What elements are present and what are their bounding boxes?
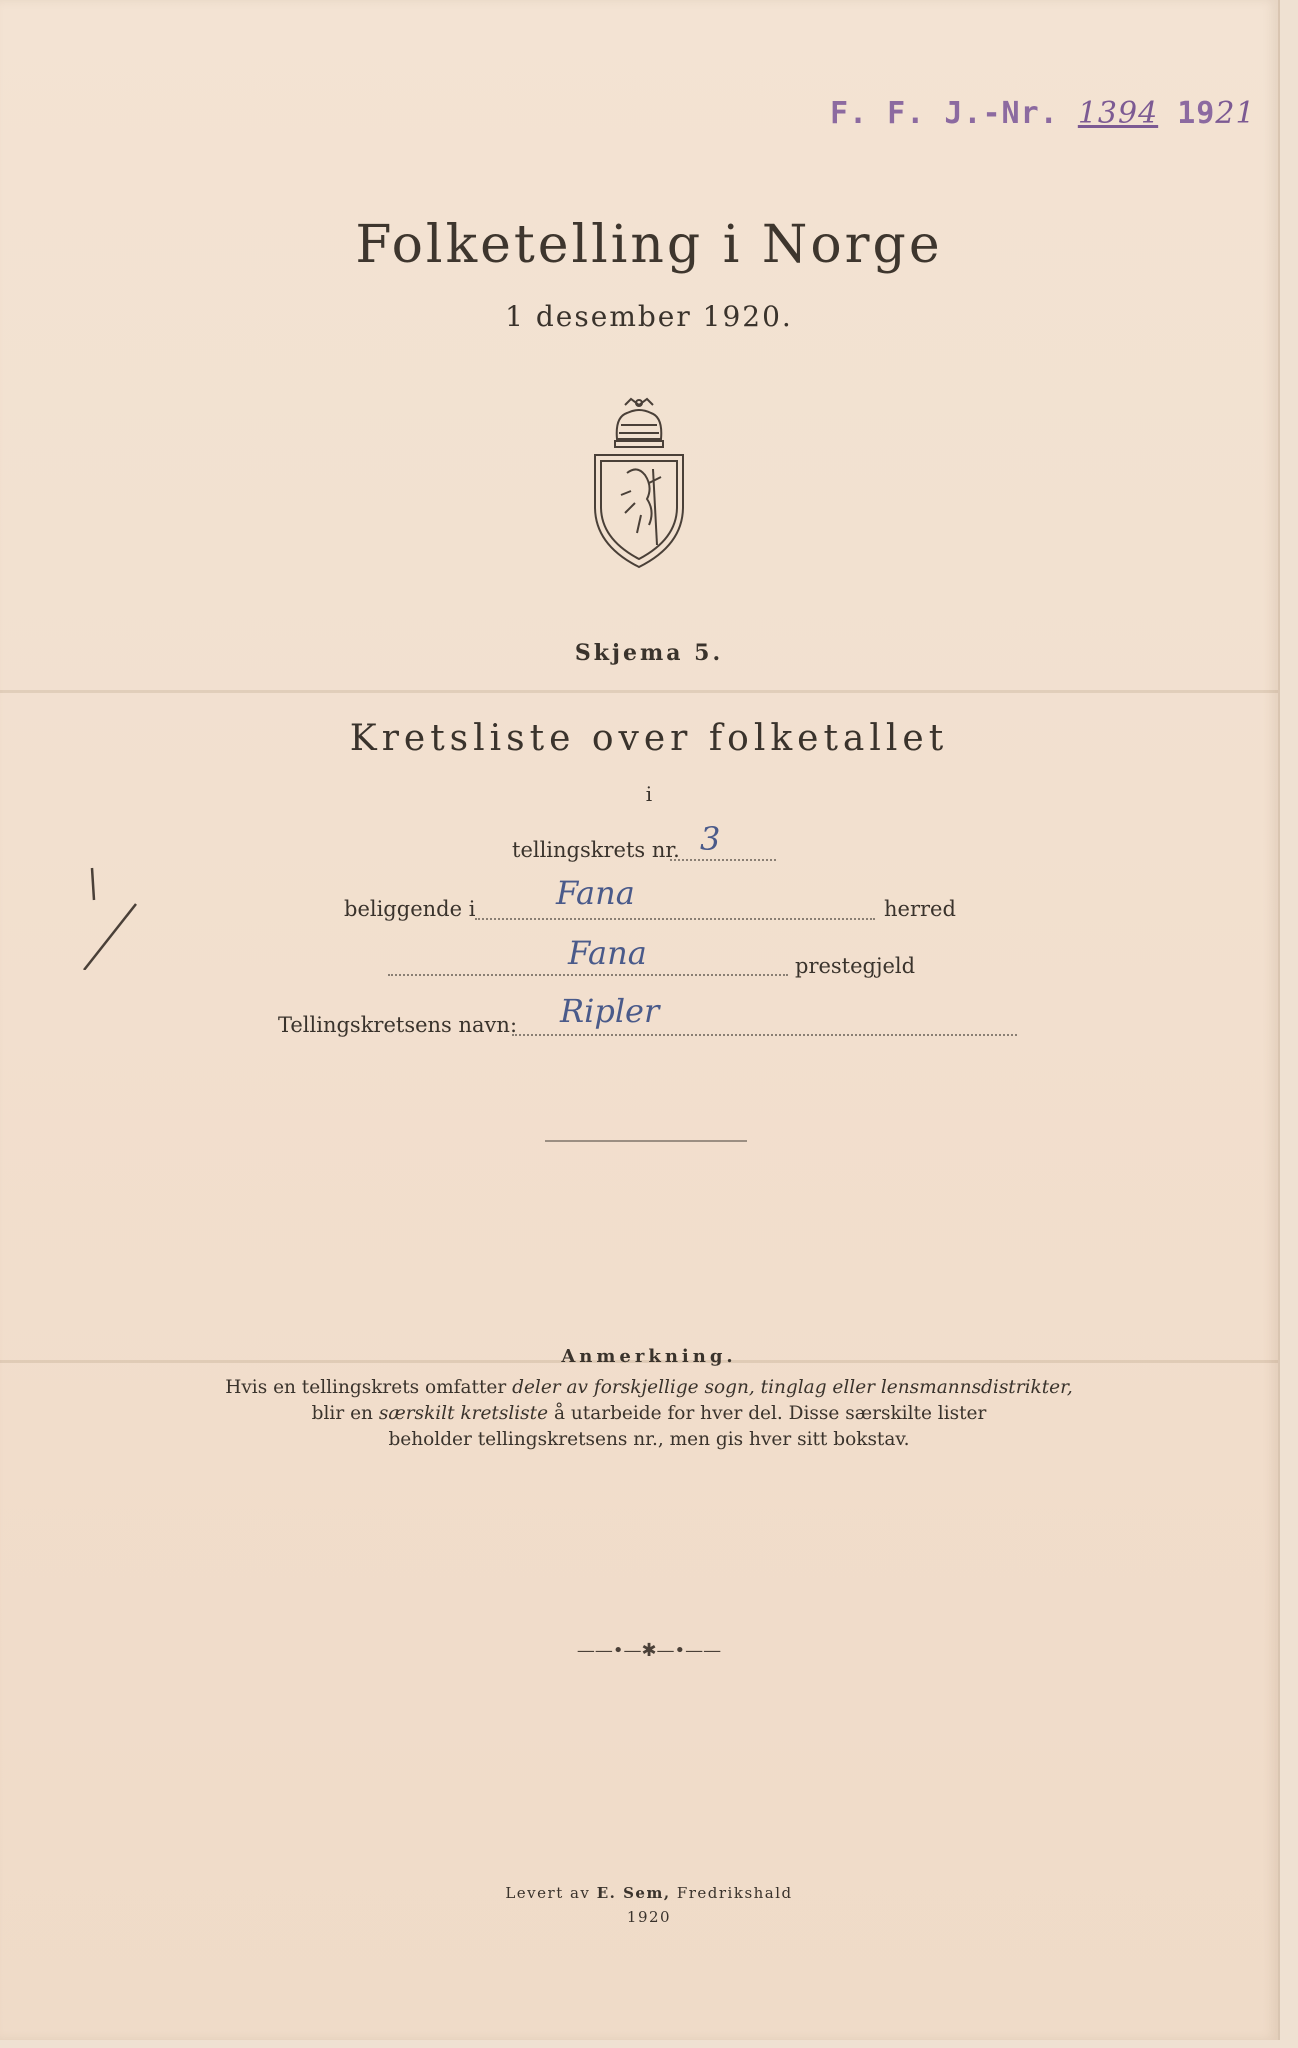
ornament-divider: ——•—✱—•—— — [576, 1640, 722, 1661]
note-text: blir en — [311, 1403, 373, 1424]
district-number-label: tellingskrets nr. — [512, 838, 680, 862]
schema-number: Skjema 5. — [574, 640, 724, 666]
section-divider — [545, 1140, 747, 1142]
note-text: å utarbeide for hver del. Disse særskilte lister — [553, 1403, 987, 1424]
parish-line — [388, 974, 788, 976]
stamp-number: 1394 — [1077, 96, 1159, 131]
parish-label: prestegjeld — [795, 954, 916, 978]
district-number-value: 3 — [700, 820, 721, 858]
document-title: Folketelling i Norge — [355, 215, 943, 275]
parish-value: Fana — [568, 934, 647, 972]
note-italic-text: særskilt kretsliste — [378, 1403, 549, 1424]
printer-credit — [0, 1884, 1298, 1902]
note-title: Anmerkning. — [561, 1346, 737, 1367]
note-line-3: beholder tellingskretsens nr., men gis hver sitt bokstav. — [388, 1429, 910, 1450]
registry-stamp — [830, 96, 1256, 131]
norwegian-coat-of-arms-icon — [591, 395, 687, 570]
located-in-line — [475, 918, 875, 920]
located-in-value: Fana — [556, 874, 635, 912]
check-mark-icon — [80, 860, 140, 970]
note-line-2 — [0, 1403, 1298, 1424]
stamp-prefix: F. F. J.-Nr. — [830, 96, 1059, 131]
note-line-1 — [0, 1377, 1298, 1398]
preposition-label: i — [645, 782, 653, 806]
stamp-year-prefix: 19 — [1177, 96, 1216, 131]
printer-city: Fredrikshald — [676, 1884, 793, 1902]
printer-year: 1920 — [626, 1908, 672, 1926]
district-name-label: Tellingskretsens navn: — [278, 1013, 518, 1037]
district-name-value: Ripler — [560, 992, 660, 1030]
district-number-line — [670, 859, 776, 861]
located-in-label: beliggende i — [344, 897, 476, 921]
note-text: Hvis en tellingskrets omfatter — [225, 1377, 507, 1398]
form-heading: Kretsliste over folketallet — [349, 718, 949, 759]
paper-fold — [0, 690, 1278, 693]
stamp-year-suffix: 21 — [1215, 96, 1256, 131]
printer-name: E. Sem, — [596, 1884, 671, 1902]
document-date: 1 desember 1920. — [505, 300, 793, 333]
district-name-line — [512, 1034, 1017, 1036]
herred-label: herred — [884, 897, 956, 921]
note-italic-text: deler av forskjellige sogn, tinglag eller lensmannsdistrikter, — [512, 1377, 1073, 1398]
printer-prefix: Levert av — [505, 1884, 591, 1902]
